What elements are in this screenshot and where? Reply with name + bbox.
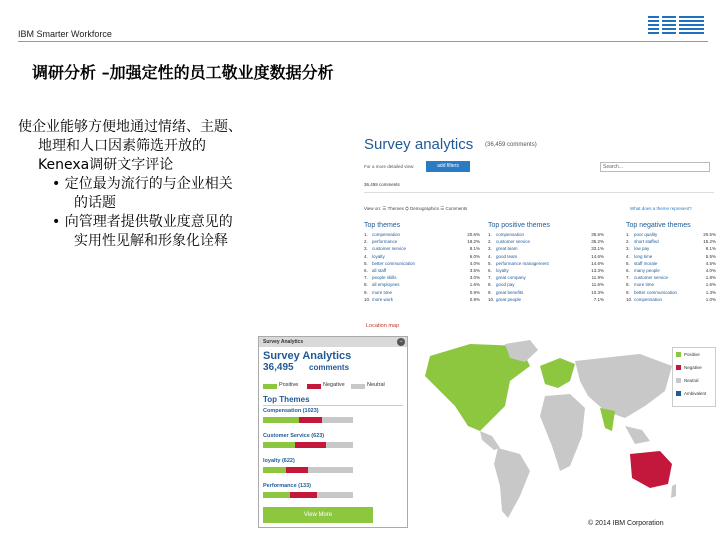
add-filters-button[interactable]: add filters xyxy=(426,161,470,172)
legend-label: Positive xyxy=(684,352,700,357)
widget-count-label: comments xyxy=(309,363,350,372)
theme-row[interactable] xyxy=(364,275,480,282)
theme-rank: 7. xyxy=(364,275,368,281)
theme-rank: 6. xyxy=(488,267,492,273)
theme-percent: 5.5% xyxy=(705,253,716,259)
theme-rank: 8. xyxy=(364,282,368,288)
theme-percent: 4.0% xyxy=(705,267,716,273)
top-themes-heading: Top themes xyxy=(364,222,401,229)
theme-row[interactable] xyxy=(626,254,716,261)
legend-positive xyxy=(676,352,700,357)
intro-line: 使企业能够方便地通过情绪、主题、 xyxy=(18,119,242,135)
widget-count: 36,495 xyxy=(263,362,294,373)
theme-row[interactable] xyxy=(488,282,604,289)
comments-count: 36,459 comments xyxy=(364,182,400,187)
theme-label: better communication xyxy=(372,260,416,266)
bullet-item: • 定位最为流行的与企业相关 xyxy=(52,176,233,192)
world-map xyxy=(410,336,682,526)
theme-label: great team xyxy=(496,246,518,252)
theme-rank: 4. xyxy=(626,253,630,259)
theme-rank: 9. xyxy=(364,289,368,295)
map-legend xyxy=(672,347,716,407)
survey-title: Survey analytics xyxy=(364,136,474,153)
theme-rank: 10. xyxy=(626,296,633,302)
theme-percent: 11.6% xyxy=(591,282,604,288)
theme-row[interactable] xyxy=(626,297,716,304)
theme-row[interactable] xyxy=(364,261,480,268)
brand-label: IBM Smarter Workforce xyxy=(18,29,112,39)
legend-swatch-negative xyxy=(307,384,321,389)
theme-row[interactable] xyxy=(488,232,604,239)
theme-row[interactable] xyxy=(488,297,604,304)
theme-percent: 1.6% xyxy=(469,282,480,288)
bar-segment-pos xyxy=(263,442,295,448)
theme-rank: 2. xyxy=(364,239,368,245)
theme-label: compensation xyxy=(634,296,663,302)
theme-row[interactable] xyxy=(488,254,604,261)
theme-percent: 1.8% xyxy=(705,275,716,281)
theme-label: customer service xyxy=(634,275,669,281)
theme-label: low pay xyxy=(634,246,650,252)
top-themes-list xyxy=(364,222,480,304)
theme-label: customer service xyxy=(372,246,407,252)
theme-row[interactable] xyxy=(364,232,480,239)
bar-segment-pos xyxy=(263,467,286,473)
bar-segment-neu xyxy=(326,442,353,448)
theme-percent: 33.1% xyxy=(591,246,604,252)
theme-label: loyalty xyxy=(372,253,385,259)
theme-rank: 2. xyxy=(488,239,492,245)
theme-label: great company xyxy=(496,275,526,281)
survey-analytics-panel xyxy=(360,132,720,332)
theme-rank: 1. xyxy=(488,232,492,237)
theme-row[interactable] xyxy=(626,282,716,289)
theme-percent: 4.5% xyxy=(705,260,716,266)
bullet-item: • 向管理者提供敬业度意见的 xyxy=(52,214,233,230)
theme-rank: 10. xyxy=(488,296,495,302)
theme-percent: 1.0% xyxy=(705,296,716,302)
divider xyxy=(364,192,714,193)
theme-rank: 9. xyxy=(488,289,492,295)
search-input[interactable]: Search... xyxy=(600,162,710,172)
theme-row[interactable] xyxy=(364,239,480,246)
view-more-button[interactable]: View More xyxy=(263,507,373,523)
legend-negative xyxy=(676,365,702,370)
theme-rank: 8. xyxy=(488,282,492,288)
swatch xyxy=(676,365,681,370)
theme-label: many people xyxy=(634,267,660,273)
theme-percent: 1.6% xyxy=(705,282,716,288)
swatch xyxy=(676,378,681,383)
theme-rank: 5. xyxy=(364,260,368,266)
legend-swatch-neutral xyxy=(351,384,365,389)
theme-percent: 14.6% xyxy=(591,260,604,266)
copyright: © 2014 IBM Corporation xyxy=(588,520,664,527)
theme-percent: 3.0% xyxy=(469,275,480,281)
theme-rank: 6. xyxy=(364,267,368,273)
theme-row[interactable] xyxy=(488,275,604,282)
widget-theme-bar xyxy=(263,442,353,448)
theme-percent: 10.3% xyxy=(591,289,604,295)
theme-label: compensation xyxy=(496,232,525,237)
top-negative-themes-list xyxy=(626,222,716,304)
theme-row[interactable] xyxy=(626,239,716,246)
theme-label: performance management xyxy=(496,260,549,266)
top-positive-themes-list xyxy=(488,222,604,304)
survey-widget xyxy=(258,336,408,528)
theme-percent: 8.1% xyxy=(469,246,480,252)
theme-row[interactable] xyxy=(488,239,604,246)
intro-line: Kenexa调研文字评论 xyxy=(38,157,174,173)
positive-themes-heading: Top positive themes xyxy=(488,222,550,229)
theme-rank: 4. xyxy=(364,253,368,259)
theme-rank: 3. xyxy=(626,246,630,252)
widget-header-label: Survey Analytics xyxy=(263,339,304,345)
bar-segment-pos xyxy=(263,492,290,498)
theme-rank: 7. xyxy=(488,275,492,281)
negative-themes-heading: Top negative themes xyxy=(626,222,691,229)
theme-row[interactable] xyxy=(626,246,716,253)
theme-label: more work xyxy=(372,296,394,302)
theme-row[interactable] xyxy=(364,297,480,304)
theme-rank: 1. xyxy=(364,232,368,237)
theme-percent: 4.0% xyxy=(469,260,480,266)
theme-percent: 18.2% xyxy=(467,239,480,245)
theme-percent: 15.2% xyxy=(703,239,716,245)
theme-row[interactable] xyxy=(626,268,716,275)
theme-label: great people xyxy=(496,296,522,302)
theme-rank: 3. xyxy=(488,246,492,252)
theme-label: staff morale xyxy=(634,260,658,266)
bar-segment-neu xyxy=(317,492,353,498)
theme-label: loyalty xyxy=(496,267,509,273)
legend-positive-label: Positive xyxy=(279,382,299,388)
theme-label: more time xyxy=(372,289,393,295)
location-map-label: Location map xyxy=(366,323,400,329)
theme-row[interactable] xyxy=(626,275,716,282)
theme-rank: 4. xyxy=(488,253,492,259)
theme-label: all staff xyxy=(372,267,387,273)
bar-segment-neg xyxy=(286,467,309,473)
bar-segment-neg xyxy=(290,492,317,498)
legend-ambivalent xyxy=(676,391,706,396)
theme-row[interactable] xyxy=(364,282,480,289)
bullet-item-cont: 实用性见解和形象化诠释 xyxy=(74,233,228,249)
theme-row[interactable] xyxy=(626,290,716,297)
theme-label: great benefits xyxy=(496,289,524,295)
bar-segment-neg xyxy=(295,442,327,448)
theme-rank: 9. xyxy=(626,289,630,295)
theme-row[interactable] xyxy=(488,290,604,297)
slide-title: 调研分析 –加强定性的员工敬业度数据分析 xyxy=(32,63,334,82)
top-themes-heading: Top Themes xyxy=(263,395,310,404)
theme-label: performance xyxy=(372,239,398,245)
widget-theme-label[interactable]: loyalty (622) xyxy=(263,458,295,464)
theme-percent: 14.6% xyxy=(591,253,604,259)
theme-label: poor quality xyxy=(634,232,658,237)
widget-theme-label[interactable]: Performance (133) xyxy=(263,483,311,489)
theme-label: people skills xyxy=(372,275,397,281)
theme-row[interactable] xyxy=(364,290,480,297)
theme-rank: 5. xyxy=(626,260,630,266)
widget-title: Survey Analytics xyxy=(263,350,352,362)
legend-negative-label: Negative xyxy=(323,382,345,388)
theme-rank: 2. xyxy=(626,239,630,245)
detail-label: For a more detailed view: xyxy=(364,164,415,169)
theme-label: better communication xyxy=(634,289,678,295)
theme-percent: 0.9% xyxy=(469,289,480,295)
theme-row[interactable] xyxy=(626,261,716,268)
widget-theme-bar xyxy=(263,467,353,473)
theme-label: good pay xyxy=(496,282,515,288)
theme-row[interactable] xyxy=(488,268,604,275)
theme-rank: 7. xyxy=(626,275,630,281)
theme-percent: 13.3% xyxy=(591,267,604,273)
theme-rank: 3. xyxy=(364,246,368,252)
swatch xyxy=(676,391,681,396)
widget-theme-bar xyxy=(263,417,353,423)
theme-percent: 6.0% xyxy=(469,253,480,259)
theme-label: short staffed xyxy=(634,239,659,245)
legend-label: Negative xyxy=(684,365,702,370)
theme-percent: 7.1% xyxy=(593,296,604,302)
body-text xyxy=(18,118,323,251)
theme-rank: 6. xyxy=(626,267,630,273)
ibm-logo xyxy=(648,14,704,38)
header-divider xyxy=(18,41,708,42)
theme-row[interactable] xyxy=(364,268,480,275)
theme-percent: 35.2% xyxy=(591,239,604,245)
bar-segment-neu xyxy=(308,467,353,473)
theme-rank: 1. xyxy=(626,232,630,237)
intro-line: 地理和人口因素筛选开放的 xyxy=(38,138,206,154)
theme-label: long time xyxy=(634,253,653,259)
widget-theme-label[interactable]: Customer Service (623) xyxy=(263,433,325,439)
theme-row[interactable] xyxy=(364,254,480,261)
legend-neutral-label: Neutral xyxy=(367,382,385,388)
theme-row[interactable] xyxy=(364,246,480,253)
theme-percent: 1.3% xyxy=(705,289,716,295)
legend-label: Neutral xyxy=(684,378,699,383)
legend-swatch-positive xyxy=(263,384,277,389)
theme-percent: 11.9% xyxy=(591,275,604,281)
theme-rank: 10. xyxy=(364,296,371,302)
theme-percent: 8.1% xyxy=(705,246,716,252)
legend-label: Ambivalent xyxy=(684,391,707,396)
theme-help-link[interactable]: What does a theme represent? xyxy=(630,206,692,211)
theme-row[interactable] xyxy=(488,246,604,253)
theme-label: more time xyxy=(634,282,655,288)
theme-percent: 0.9% xyxy=(469,296,480,302)
widget-theme-label[interactable]: Compensation (1023) xyxy=(263,408,319,414)
bar-segment-pos xyxy=(263,417,299,423)
bar-segment-neu xyxy=(322,417,354,423)
theme-row[interactable] xyxy=(488,261,604,268)
view-tabs[interactable]: View on: ☰ Themes ⛭ Demographics ☰ Comments xyxy=(364,206,468,211)
theme-label: all employees xyxy=(372,282,400,288)
collapse-icon[interactable]: − xyxy=(397,338,405,346)
theme-row[interactable] xyxy=(626,232,716,239)
theme-label: compensation xyxy=(372,232,401,237)
survey-count: (36,459 comments) xyxy=(485,142,537,148)
legend-neutral xyxy=(676,378,699,383)
bar-segment-neg xyxy=(299,417,322,423)
swatch xyxy=(676,352,681,357)
theme-percent: 20.6% xyxy=(467,232,480,237)
bullet-item-cont: 的话题 xyxy=(74,195,116,211)
widget-theme-bar xyxy=(263,492,353,498)
theme-label: good team xyxy=(496,253,518,259)
theme-label: customer service xyxy=(496,239,531,245)
theme-percent: 3.5% xyxy=(469,267,480,273)
theme-rank: 5. xyxy=(488,260,492,266)
theme-percent: 35.6% xyxy=(591,232,604,237)
theme-rank: 8. xyxy=(626,282,630,288)
divider xyxy=(263,405,403,406)
theme-percent: 20.5% xyxy=(703,232,716,237)
